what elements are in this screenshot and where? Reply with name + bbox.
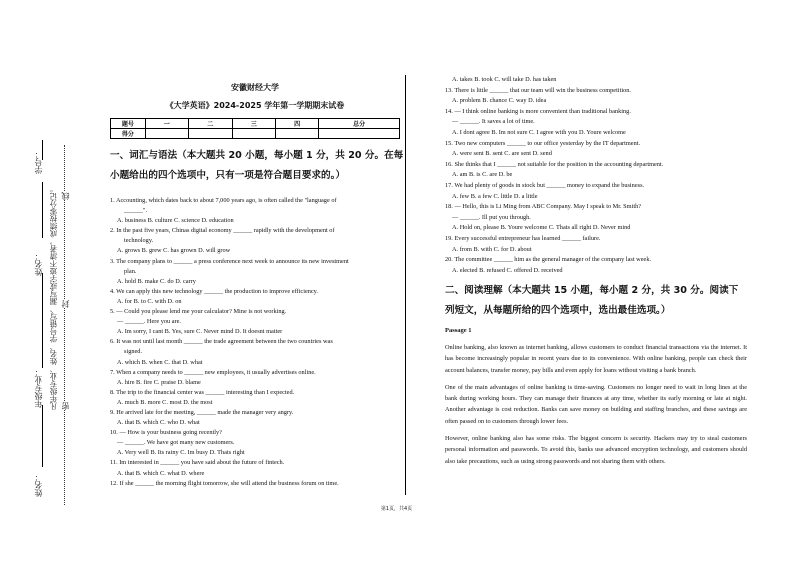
question-line: 12. If she ______ the morning flight tomorrow, she will attend the business forum on time.	[110, 479, 339, 487]
question-line: 14. — I think online banking is more convenient than traditional banking.	[445, 107, 631, 115]
question-line: 2. In the past five years, Chinas digital economy ______ rapidly with the development of	[110, 227, 335, 235]
column2-questions	[445, 75, 755, 276]
header-cell: 二	[189, 119, 232, 129]
question-line: — ______. It saves a lot of time.	[452, 118, 535, 126]
exam-title: 《大学英语》2024-2025 学年第一学期期末试卷	[165, 101, 345, 110]
question-options: A. Very well B. Its rainy C. Im busy D. Thats right	[117, 449, 245, 457]
name-field[interactable]	[42, 273, 43, 368]
column-divider	[405, 75, 406, 495]
question-line: technology.	[124, 237, 154, 245]
score-cell[interactable]	[319, 129, 400, 139]
score-cell[interactable]	[275, 129, 318, 139]
section2-heading-line1: 二、阅读理解（本大题共 15 小题，每小题 2 分，共 30 分。阅读下	[445, 285, 739, 296]
score-cell[interactable]	[189, 129, 232, 139]
question-line: 19. Every successful entrepreneur has learned ______ failure.	[445, 234, 601, 242]
question-options: A. hire B. fire C. praise D. blame	[117, 378, 201, 386]
question-options: A. that B. which C. what D. where	[117, 469, 205, 477]
question-options: A. elected B. refused C. offered D. received	[452, 266, 563, 274]
question-line: — ______. We have got many new customers.	[117, 439, 235, 447]
question-options: A. that B. which C. who D. what	[117, 419, 200, 427]
header-cell: 一	[145, 119, 188, 129]
question-line: signed.	[124, 348, 143, 356]
class-label: 姓名：	[34, 473, 43, 497]
question-options: A. which B. when C. that D. what	[117, 358, 203, 366]
seal-char-mi: 密	[61, 402, 70, 410]
question-options: A. problem B. chance C. way D. idea	[452, 97, 547, 105]
question-options: A. Hold on, please B. Youre welcome C. Thats all right D. Never mind	[452, 224, 631, 232]
header-cell: 四	[275, 119, 318, 129]
passage-paragraph: One of the main advantages of online banking is time-saving. Customers no longer need to wait in long lines at the bank during working hours. They can manage their finances at any time, whether its early morning or late at night. Another advantage is cost reduction. Banks can save money on building and staffing branches, and these savings are often passed on to customers through lower fees.	[445, 383, 747, 425]
major-label: 年级专业：	[34, 368, 43, 408]
major-field[interactable]	[42, 405, 43, 467]
column1-questions	[110, 196, 400, 489]
section2-heading	[445, 281, 755, 321]
question-line: — ______. Here you are.	[117, 318, 181, 326]
question-line: 5. — Could you please lend me your calculator? Mine is not working.	[110, 308, 287, 316]
passage-title: Passage 1	[445, 327, 472, 334]
question-line: 10. — How is your business going recently?	[110, 429, 222, 437]
question-line: 18. — Hello, this is Li Ming from ABC Company. May I speak to Mr. Smith?	[445, 203, 642, 211]
question-line: 13. There is little ______ that our team will win the business competition.	[445, 86, 631, 94]
passage-1	[445, 326, 747, 473]
question-line: 7. When a company needs to ______ new employees, it usually advertises online.	[110, 368, 316, 376]
university-name: 安徽财经大学	[231, 83, 279, 92]
question-line: 1. Accounting, which dates back to about 7,000 years ago, is often called the "language of	[110, 197, 337, 204]
question-options: A. grows B. grew C. has grown D. will grow	[117, 247, 231, 255]
score-cell[interactable]	[145, 129, 188, 139]
header-cell: 题号	[111, 119, 146, 129]
question-line: 16. She thinks that I ______ not suitable for the position in the accounting department.	[445, 160, 664, 168]
header-cell: 三	[232, 119, 275, 129]
seal-char-feng: 封	[61, 300, 70, 308]
passage-paragraph: Online banking, also known as internet banking, allows customers to conduct financial transactions via the internet. It has become increasingly popular in recent years due to its convenience. With online banking, people can check their account balances, transfer money, pay bills and even apply for loans without visiting a bank branch.	[445, 344, 747, 374]
question-line: 6. It was not until last month ______ the trade agreement between the two countries was	[110, 338, 333, 346]
question-line: plan.	[124, 267, 137, 275]
name-label: 姓名：	[34, 252, 43, 276]
question-line: 8. The trip to the financial center was ______ interesting than I expected.	[110, 388, 295, 396]
binding-notice: 凡年级专业、姓名、学号错写、漏写或字迹不清者，成绩按零分记。	[49, 185, 58, 410]
score-cell[interactable]	[232, 129, 275, 139]
question-line: 20. The committee ______ him as the general manager of the company last week.	[445, 256, 652, 264]
question-options: A. were sent B. sent C. are sent D. send	[452, 150, 552, 158]
score-row-label: 得分	[111, 129, 146, 139]
question-line: 3. The company plans to ______ a press conference next week to announce its new investment	[110, 257, 349, 265]
student-id-line[interactable]	[42, 182, 43, 238]
section1-heading-line2: 小题给出的四个选项中，只有一项是符合题目要求的。）	[110, 170, 346, 181]
question-options: A. Im sorry, I cant B. Yes, sure C. Never mind D. It doesnt matter	[117, 328, 283, 336]
question-options: A. am B. is C. are D. be	[452, 171, 513, 179]
page-number: 第1页，共4页	[380, 506, 413, 512]
section1-heading-line1: 一、词汇与语法（本大题共 20 小题，每小题 1 分，共 20 分。在每	[110, 150, 404, 161]
section2-heading-line2: 列短文，从每题所给的四个选项中，选出最佳选项。）	[445, 305, 671, 316]
question-options: A. I dont agree B. Im not sure C. I agree with you D. Youre welcome	[452, 128, 626, 136]
question-line: 4. We can apply this new technology ______ the production to improve efficiency.	[110, 287, 318, 295]
question-line: 17. We had plenty of goods in stock but ______ money to expand the business.	[445, 181, 645, 189]
question-options: A. from B. with C. for D. about	[452, 245, 532, 253]
score-row	[111, 129, 400, 139]
seal-char-xian: 线	[61, 192, 70, 200]
passage-paragraph: However, online banking also has some risks. The biggest concern is security. Hackers may try to steal customers personal information and passwords. To avoid this, banks use advanced encryption technology, and customers should also take precautions, such as using strong passwords and not sharing them with others.	[445, 435, 747, 465]
question-options: A. much B. more C. most D. the most	[117, 398, 213, 406]
question-line: ______".	[124, 207, 148, 215]
section1-heading	[110, 146, 403, 186]
score-table-header-row	[111, 119, 400, 129]
question-options: A. hold B. make C. do D. carry	[117, 277, 196, 285]
question-line: — ______. Ill put you through.	[452, 213, 531, 221]
question-line: 9. He arrived late for the meeting, ______ made the manager very angry.	[110, 408, 294, 416]
question-options: A. few B. a few C. little D. a little	[452, 192, 538, 200]
question-options: A. for B. to C. with D. on	[117, 297, 182, 305]
header-cell: 总分	[319, 119, 400, 129]
question-options: A. takes B. took C. will take D. has taken	[452, 76, 557, 83]
question-options: A. business B. culture C. science D. education	[117, 217, 234, 225]
student-id-label: 学号：	[34, 150, 43, 174]
student-id-field[interactable]	[42, 140, 43, 160]
question-line: 15. Two new computers ______ to our office yesterday by the IT department.	[445, 139, 641, 147]
score-table	[110, 118, 400, 139]
question-line: 11. Im interested in ______ you have said about the future of fintech.	[110, 459, 285, 467]
